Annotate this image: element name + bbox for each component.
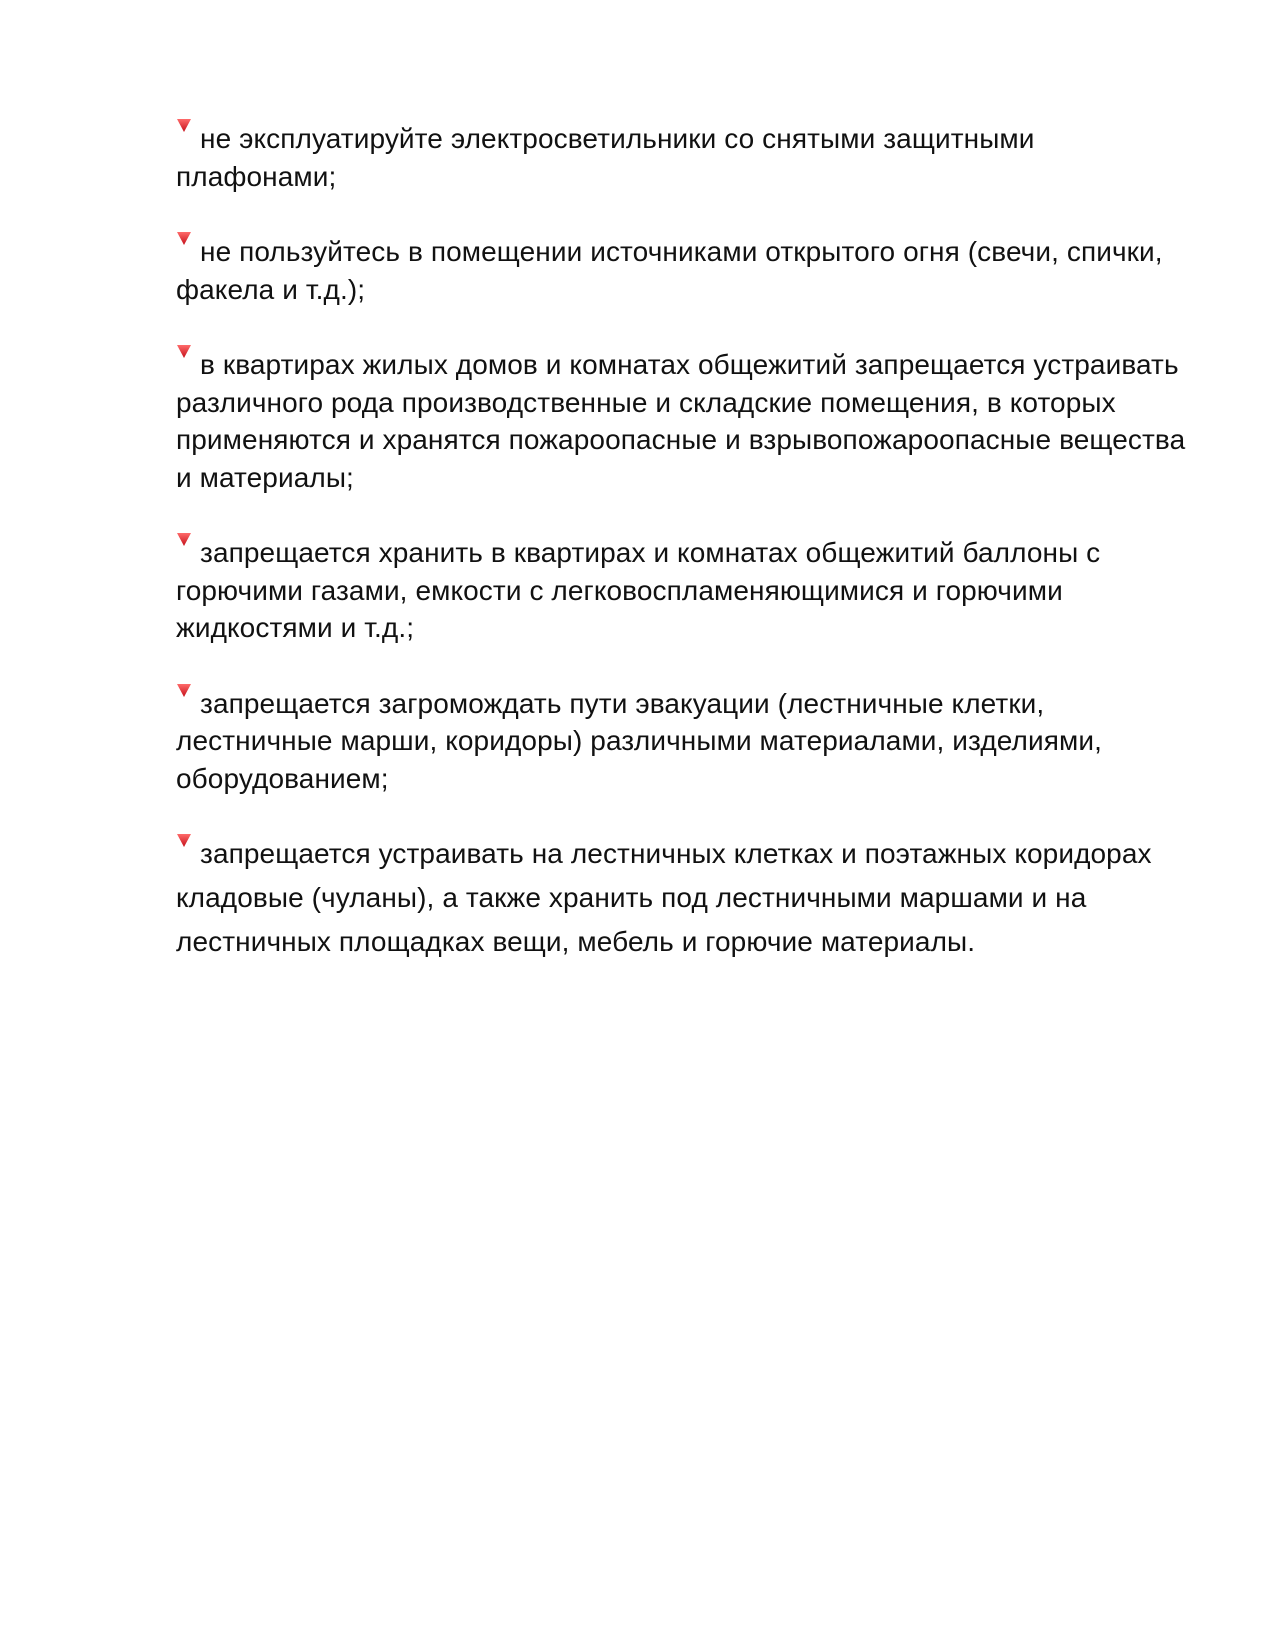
list-item — [176, 681, 1186, 798]
red-triangle-bullet-icon — [176, 116, 192, 138]
list-item-text: запрещается устраивать на лестничных клетках и поэтажных коридорах кладовые (чуланы), а также хранить под лестничными маршами и на лестничных площадках вещи, мебель и горючие материалы. — [176, 838, 1152, 957]
list-item-text: не пользуйтесь в помещении источниками открытого огня (свечи, спички, факела и т.д.); — [176, 236, 1163, 305]
list-item — [176, 116, 1186, 195]
red-triangle-bullet-icon — [176, 530, 192, 552]
list-item-text: в квартирах жилых домов и комнатах общежитий запрещается устраивать различного рода производственные и складские помещения, в которых применяются и хранятся пожароопасные и взрывопожароопасные вещества и материалы; — [176, 349, 1186, 493]
red-triangle-bullet-icon — [176, 681, 192, 703]
list-item — [176, 342, 1186, 496]
list-item — [176, 229, 1186, 308]
list-item-text: не эксплуатируйте электросветильники со снятыми защитными плафонами; — [176, 123, 1035, 192]
red-triangle-bullet-icon — [176, 831, 192, 853]
list-item-text: запрещается хранить в квартирах и комнатах общежитий баллоны с горючими газами, емкости с легковоспламеняющимися и горючими жидкостями и т.д.; — [176, 537, 1101, 643]
list-item — [176, 831, 1186, 964]
list-item — [176, 530, 1186, 647]
red-triangle-bullet-icon — [176, 229, 192, 251]
red-triangle-bullet-icon — [176, 342, 192, 364]
document-page — [176, 116, 1186, 998]
list-item-text: запрещается загромождать пути эвакуации (лестничные клетки, лестничные марши, коридоры) различными материалами, изделиями, оборудованием; — [176, 687, 1102, 794]
